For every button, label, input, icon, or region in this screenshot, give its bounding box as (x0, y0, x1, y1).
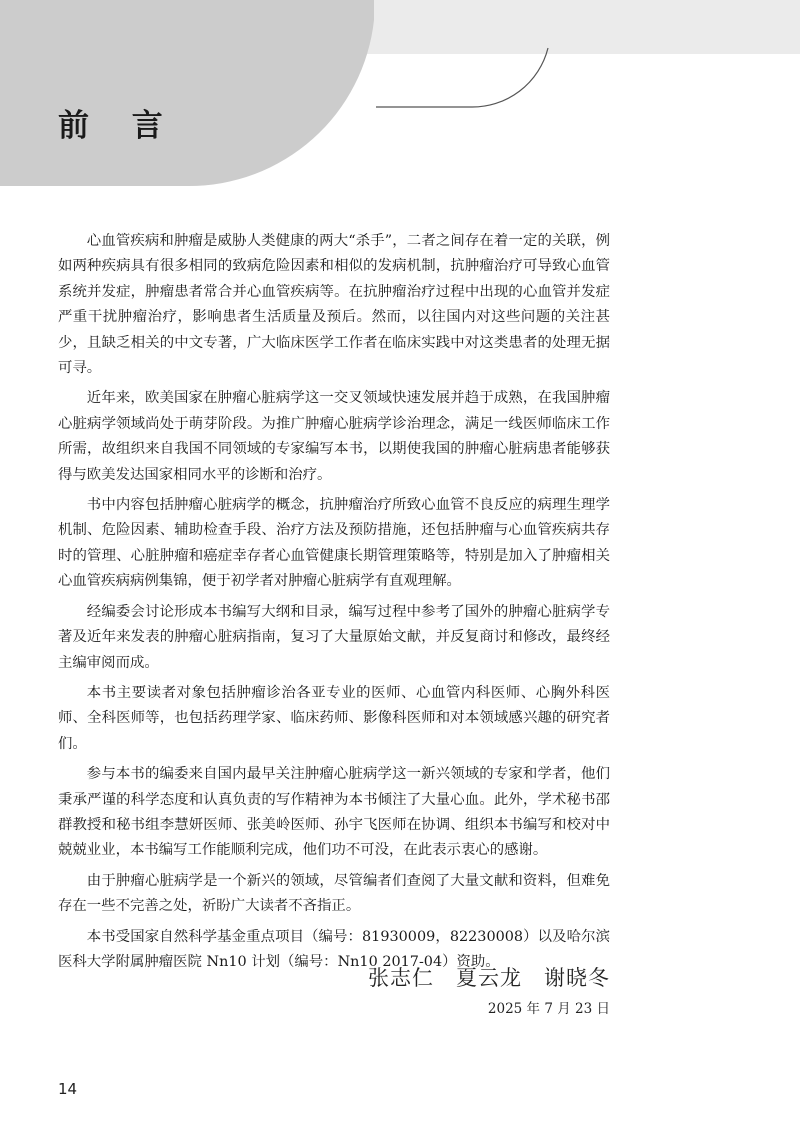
paragraph: 参与本书的编委来自国内最早关注肿瘤心脏病学这一新兴领域的专家和学者，他们秉承严谨的科学态度和认真负责的写作精神为本书倾注了大量心血。此外，学术秘书邵群教授和秘书组李慧妍医师、张美岭医师、孙宇飞医师在协调、组织本书编写和校对中兢兢业业，本书编写工作能顺利完成，他们功不可没，在此表示衷心的感谢。 (58, 766, 610, 859)
paragraph: 近年来，欧美国家在肿瘤心脏病学这一交叉领域快速发展并趋于成熟，在我国肿瘤心脏病学领域尚处于萌芽阶段。为推广肿瘤心脏病学诊治理念，满足一线医师临床工作所需，故组织来自我国不同领域的专家编写本书，以期使我国的肿瘤心脏病患者能够获得与欧美发达国家相同水平的诊断和治疗。 (58, 390, 610, 483)
paragraph: 由于肿瘤心脏病学是一个新兴的领域，尽管编者们查阅了大量文献和资料，但难免存在一些不完善之处，祈盼广大读者不吝指正。 (58, 872, 610, 915)
paragraph: 经编委会讨论形成本书编写大纲和目录，编写过程中参考了国外的肿瘤心脏病学专著及近年来发表的肿瘤心脏病指南，复习了大量原始文献，并反复商讨和修改，最终经主编审阅而成。 (58, 603, 610, 671)
preface-body (58, 229, 610, 980)
paragraph: 本书受国家自然科学基金重点项目（编号：81930009，82230008）以及哈尔滨医科大学附属肿瘤医院 Nn10 计划（编号：Nn10 2017-04）资助。 (58, 928, 610, 970)
paragraph: 本书主要读者对象包括肿瘤诊治各亚专业的医师、心血管内科医师、心胸外科医师、全科医师等，也包括药理学家、临床药师、影像科医师和对本领域感兴趣的研究者们。 (58, 684, 610, 752)
header-arc-line (376, 48, 548, 107)
author-signature: 张志仁 夏云龙 谢晓冬 (368, 966, 610, 990)
page-title: 前 言 (58, 108, 179, 144)
header-circle (0, 0, 374, 186)
paragraph: 书中内容包括肿瘤心脏病学的概念，抗肿瘤治疗所致心血管不良反应的病理生理学机制、危险因素、辅助检查手段、治疗方法及预防措施，还包括肿瘤与心血管疾病共存时的管理、心脏肿瘤和癌症幸存者心血管健康长期管理策略等，特别是加入了肿瘤相关心血管疾病病例集锦，便于初学者对肿瘤心脏病学有直观理解。 (58, 497, 610, 590)
signature-date: 2025 年 7 月 23 日 (487, 1001, 610, 1017)
page-number: 14 (58, 1080, 78, 1098)
paragraph: 心血管疾病和肿瘤是威胁人类健康的两大“杀手”，二者之间存在着一定的关联，例如两种疾病具有很多相同的致病危险因素和相似的发病机制，抗肿瘤治疗可导致心血管系统并发症，肿瘤患者常合并心血管疾病等。在抗肿瘤治疗过程中出现的心血管并发症严重干扰肿瘤治疗，影响患者生活质量及预后。然而，以往国内对这些问题的关注甚少，且缺乏相关的中文专著，广大临床医学工作者在临床实践中对这类患者的处理无据可寻。 (58, 233, 610, 377)
